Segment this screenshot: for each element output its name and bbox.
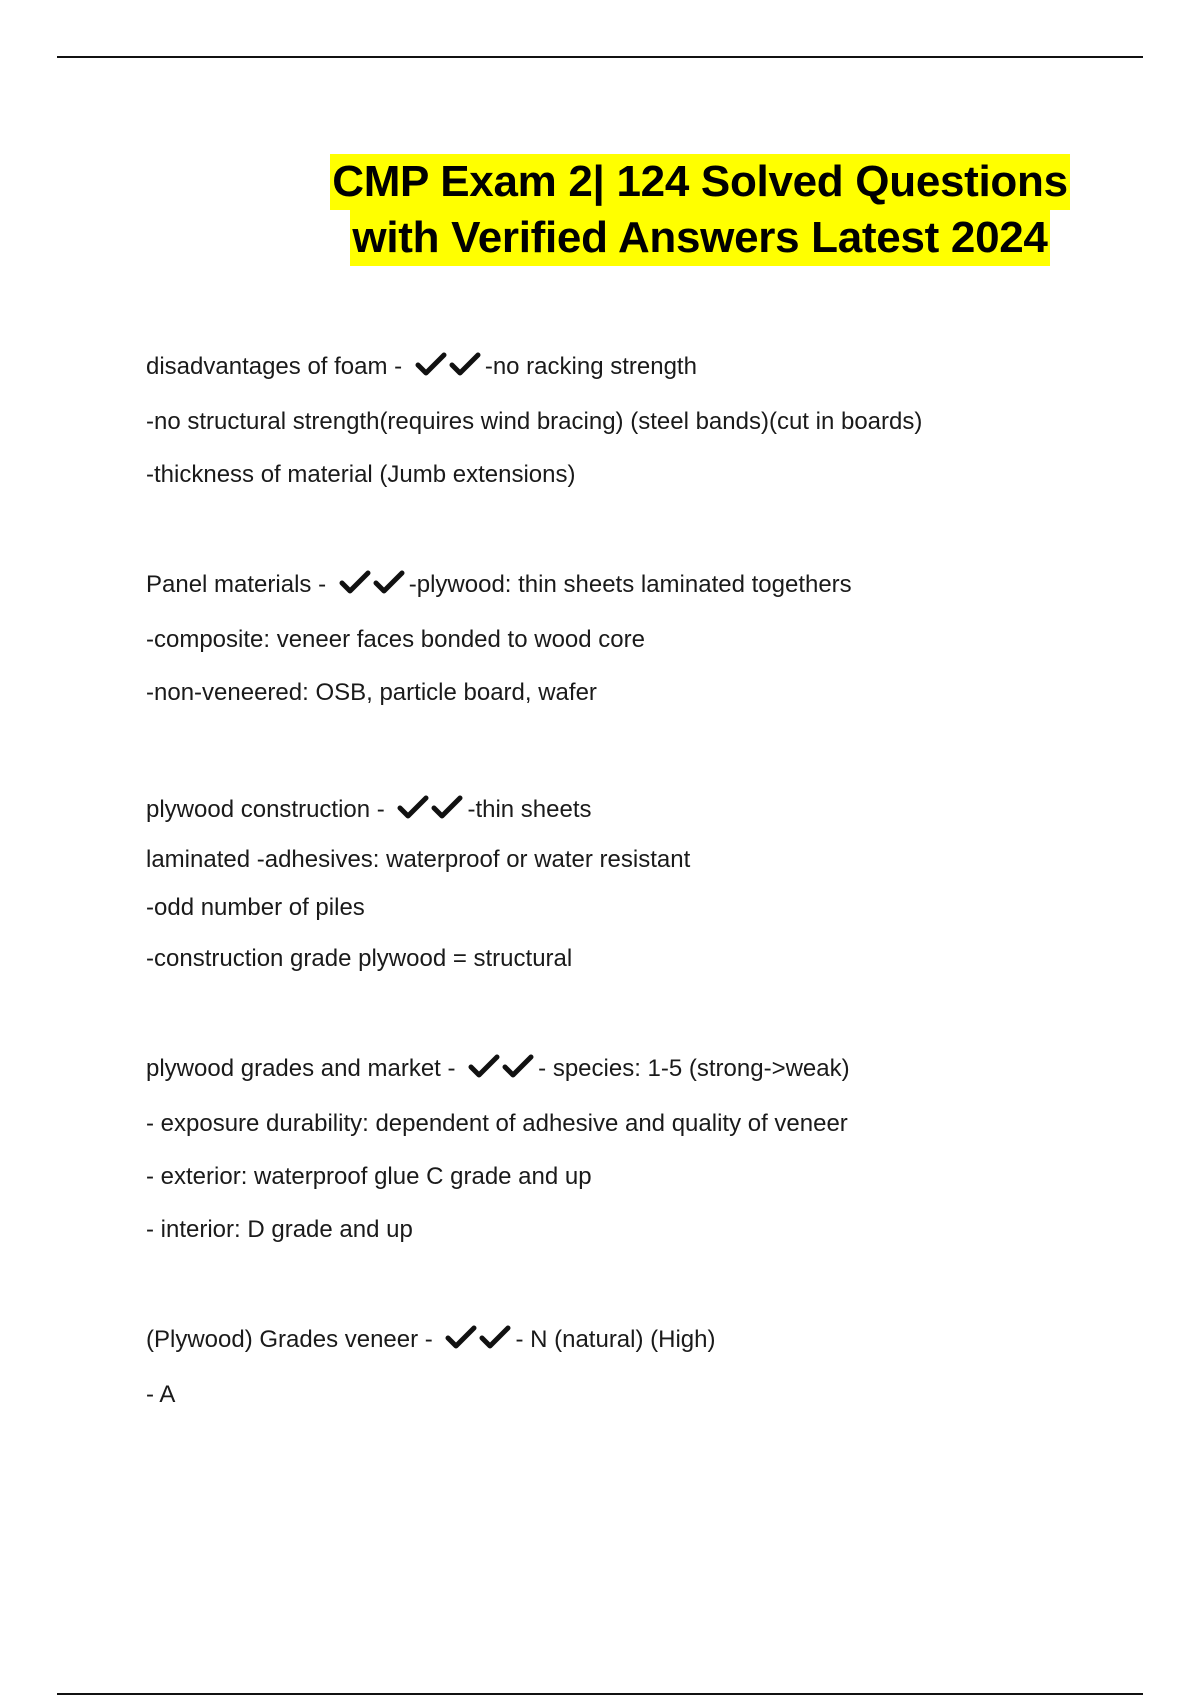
answer-line: - N (natural) (High): [515, 1326, 716, 1353]
answer-line: -odd number of piles: [146, 894, 365, 921]
answer-line: laminated -adhesives: waterproof or water resistant: [146, 846, 691, 873]
bottom-rule: [57, 1693, 1143, 1695]
question-term: plywood grades and market -: [146, 1055, 456, 1082]
check-icon: [468, 1054, 502, 1078]
answer-line: -non-veneered: OSB, particle board, wafer: [146, 679, 597, 706]
answer-line: -thickness of material (Jumb extensions): [146, 461, 576, 488]
check-icon: [431, 795, 465, 819]
answer-line: -plywood: thin sheets laminated togethers: [408, 571, 852, 598]
question-term: plywood construction -: [146, 796, 385, 823]
check-marks: [445, 1315, 513, 1368]
question-line: [146, 558, 1126, 613]
question-line: [146, 1313, 1126, 1368]
answer-line: -composite: veneer faces bonded to wood core: [146, 626, 645, 653]
check-icon: [502, 1054, 536, 1078]
check-icon: [415, 352, 449, 376]
check-icon: [373, 570, 407, 594]
answer-line: - exposure durability: dependent of adhesive and quality of veneer: [146, 1110, 848, 1137]
document-title: [300, 154, 1100, 266]
question-line: [146, 1042, 1126, 1097]
check-marks: [397, 788, 465, 836]
check-marks: [339, 560, 407, 613]
qa-item: [146, 1042, 1126, 1256]
answer-line: -construction grade plywood = structural: [146, 945, 573, 972]
title-line-2: with Verified Answers Latest 2024: [350, 210, 1049, 266]
check-icon: [445, 1325, 479, 1349]
check-icon: [449, 352, 483, 376]
answer-line: - exterior: waterproof glue C grade and up: [146, 1163, 592, 1190]
answer-line: -no racking strength: [484, 353, 697, 380]
qa-item: [146, 558, 1126, 719]
answer-line: - species: 1-5 (strong->weak): [538, 1055, 850, 1082]
check-icon: [397, 795, 431, 819]
check-marks: [468, 1044, 536, 1097]
question-term: Panel materials -: [146, 571, 327, 598]
qa-list: [146, 340, 1126, 1421]
answer-line: - interior: D grade and up: [146, 1216, 413, 1243]
answer-line: -thin sheets: [467, 796, 592, 823]
qa-item: [146, 340, 1126, 501]
qa-item: [146, 786, 1126, 985]
check-marks: [415, 342, 483, 395]
question-term: (Plywood) Grades veneer -: [146, 1326, 433, 1353]
qa-item: [146, 1313, 1126, 1421]
check-icon: [339, 570, 373, 594]
question-line: [146, 786, 1126, 836]
question-line: [146, 340, 1126, 395]
answer-line: -no structural strength(requires wind bracing) (steel bands)(cut in boards): [146, 408, 923, 435]
answer-line: - A: [146, 1381, 176, 1408]
title-line-1: CMP Exam 2| 124 Solved Questions: [330, 154, 1070, 210]
top-rule: [57, 56, 1143, 58]
check-icon: [479, 1325, 513, 1349]
question-term: disadvantages of foam -: [146, 353, 403, 380]
